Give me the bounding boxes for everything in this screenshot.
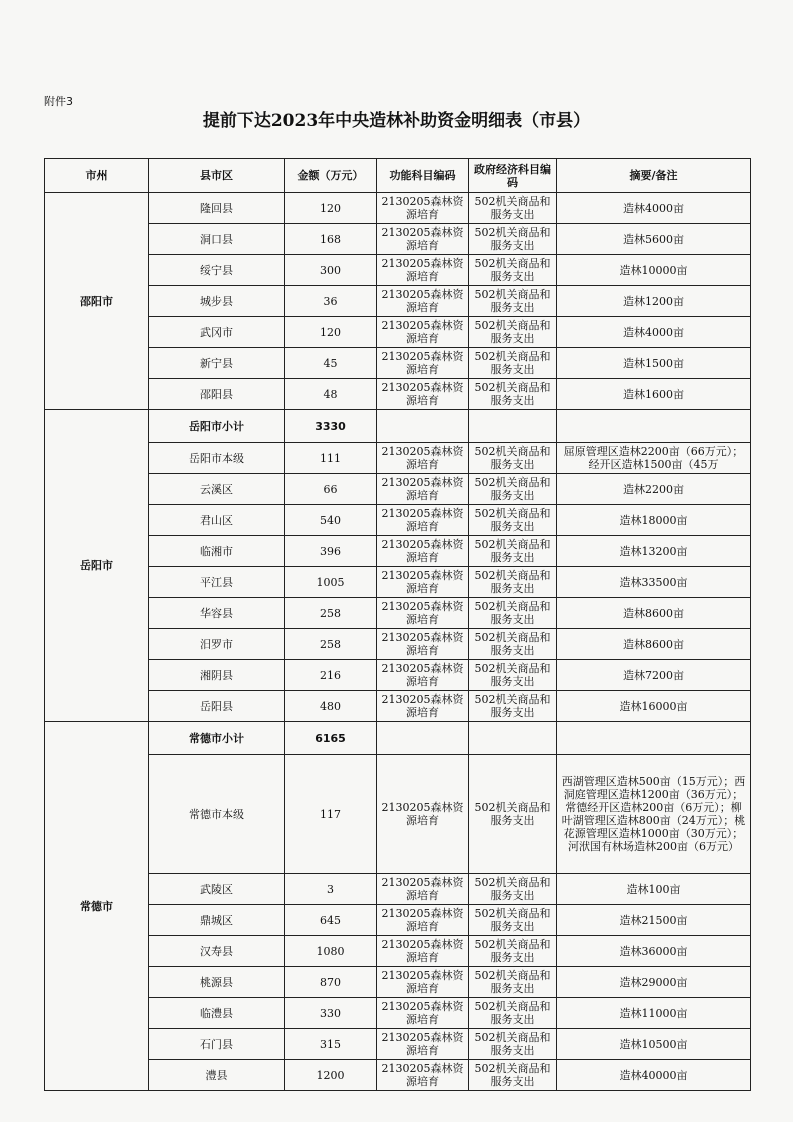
amount-cell: 111	[285, 443, 377, 474]
amount-cell: 480	[285, 691, 377, 722]
func-code-cell: 2130205森林资源培育	[377, 1029, 469, 1060]
func-code-cell: 2130205森林资源培育	[377, 443, 469, 474]
amount-cell: 315	[285, 1029, 377, 1060]
county-cell: 隆回县	[149, 193, 285, 224]
note-cell: 造林8600亩	[557, 629, 751, 660]
econ-code-cell: 502机关商品和服务支出	[469, 536, 557, 567]
econ-code-cell: 502机关商品和服务支出	[469, 874, 557, 905]
county-cell: 湘阴县	[149, 660, 285, 691]
econ-code-cell: 502机关商品和服务支出	[469, 905, 557, 936]
table-row	[45, 255, 751, 286]
econ-code-cell	[469, 722, 557, 755]
econ-code-cell: 502机关商品和服务支出	[469, 598, 557, 629]
econ-code-cell: 502机关商品和服务支出	[469, 286, 557, 317]
func-code-cell: 2130205森林资源培育	[377, 348, 469, 379]
func-code-cell: 2130205森林资源培育	[377, 193, 469, 224]
table-row	[45, 998, 751, 1029]
amount-cell: 258	[285, 598, 377, 629]
table-row	[45, 755, 751, 874]
table-row	[45, 505, 751, 536]
func-code-cell: 2130205森林资源培育	[377, 691, 469, 722]
note-cell: 造林1500亩	[557, 348, 751, 379]
func-code-cell: 2130205森林资源培育	[377, 936, 469, 967]
allocation-table	[44, 158, 751, 1091]
table-row	[45, 567, 751, 598]
note-cell: 造林7200亩	[557, 660, 751, 691]
note-cell: 造林4000亩	[557, 193, 751, 224]
note-cell: 造林29000亩	[557, 967, 751, 998]
amount-cell: 330	[285, 998, 377, 1029]
table-row	[45, 660, 751, 691]
county-cell: 云溪区	[149, 474, 285, 505]
county-cell: 桃源县	[149, 967, 285, 998]
county-cell: 岳阳市本级	[149, 443, 285, 474]
econ-code-cell: 502机关商品和服务支出	[469, 1029, 557, 1060]
func-code-cell: 2130205森林资源培育	[377, 629, 469, 660]
table-row	[45, 598, 751, 629]
note-cell: 造林13200亩	[557, 536, 751, 567]
func-code-cell: 2130205森林资源培育	[377, 567, 469, 598]
county-cell: 邵阳县	[149, 379, 285, 410]
county-cell: 澧县	[149, 1060, 285, 1091]
table-row	[45, 193, 751, 224]
header-econ-code: 政府经济科目编码	[469, 159, 557, 193]
table-row	[45, 317, 751, 348]
econ-code-cell: 502机关商品和服务支出	[469, 474, 557, 505]
county-cell: 君山区	[149, 505, 285, 536]
amount-cell: 1080	[285, 936, 377, 967]
econ-code-cell: 502机关商品和服务支出	[469, 1060, 557, 1091]
table-row	[45, 443, 751, 474]
header-amount: 金额（万元）	[285, 159, 377, 193]
amount-cell: 540	[285, 505, 377, 536]
note-cell: 屈原管理区造林2200亩（66万元）；经开区造林1500亩（45万	[557, 443, 751, 474]
amount-cell: 48	[285, 379, 377, 410]
amount-cell: 168	[285, 224, 377, 255]
table-row	[45, 905, 751, 936]
subtotal-row	[45, 410, 751, 443]
note-cell: 造林21500亩	[557, 905, 751, 936]
amount-cell: 66	[285, 474, 377, 505]
county-cell: 临湘市	[149, 536, 285, 567]
econ-code-cell: 502机关商品和服务支出	[469, 317, 557, 348]
note-cell: 造林40000亩	[557, 1060, 751, 1091]
county-cell: 汨罗市	[149, 629, 285, 660]
func-code-cell: 2130205森林资源培育	[377, 905, 469, 936]
city-cell: 邵阳市	[45, 193, 149, 410]
table-row	[45, 348, 751, 379]
table-row	[45, 224, 751, 255]
table-row	[45, 474, 751, 505]
econ-code-cell: 502机关商品和服务支出	[469, 443, 557, 474]
county-cell: 绥宁县	[149, 255, 285, 286]
county-cell: 洞口县	[149, 224, 285, 255]
table-row	[45, 874, 751, 905]
header-note: 摘要/备注	[557, 159, 751, 193]
amount-cell: 216	[285, 660, 377, 691]
func-code-cell: 2130205森林资源培育	[377, 967, 469, 998]
table-row	[45, 629, 751, 660]
note-cell: 造林8600亩	[557, 598, 751, 629]
table-row	[45, 967, 751, 998]
econ-code-cell: 502机关商品和服务支出	[469, 505, 557, 536]
econ-code-cell: 502机关商品和服务支出	[469, 629, 557, 660]
header-city: 市州	[45, 159, 149, 193]
func-code-cell: 2130205森林资源培育	[377, 536, 469, 567]
func-code-cell: 2130205森林资源培育	[377, 598, 469, 629]
city-cell: 岳阳市	[45, 410, 149, 722]
econ-code-cell: 502机关商品和服务支出	[469, 998, 557, 1029]
county-cell: 鼎城区	[149, 905, 285, 936]
note-cell: 造林36000亩	[557, 936, 751, 967]
amount-cell: 1005	[285, 567, 377, 598]
func-code-cell: 2130205森林资源培育	[377, 755, 469, 874]
func-code-cell: 2130205森林资源培育	[377, 474, 469, 505]
amount-cell: 645	[285, 905, 377, 936]
county-cell: 城步县	[149, 286, 285, 317]
econ-code-cell: 502机关商品和服务支出	[469, 193, 557, 224]
county-cell: 武冈市	[149, 317, 285, 348]
city-cell: 常德市	[45, 722, 149, 1091]
page-title: 提前下达2023年中央造林补助资金明细表（市县）	[202, 111, 591, 131]
econ-code-cell: 502机关商品和服务支出	[469, 348, 557, 379]
attachment-label: 附件3	[44, 95, 73, 108]
table-row	[45, 1029, 751, 1060]
table-row	[45, 286, 751, 317]
county-cell: 新宁县	[149, 348, 285, 379]
func-code-cell: 2130205森林资源培育	[377, 255, 469, 286]
note-cell: 造林18000亩	[557, 505, 751, 536]
amount-cell: 3	[285, 874, 377, 905]
amount-cell: 36	[285, 286, 377, 317]
note-cell	[557, 722, 751, 755]
econ-code-cell: 502机关商品和服务支出	[469, 567, 557, 598]
note-cell: 造林10500亩	[557, 1029, 751, 1060]
county-cell: 岳阳县	[149, 691, 285, 722]
note-cell: 造林1600亩	[557, 379, 751, 410]
econ-code-cell: 502机关商品和服务支出	[469, 755, 557, 874]
func-code-cell: 2130205森林资源培育	[377, 379, 469, 410]
econ-code-cell: 502机关商品和服务支出	[469, 967, 557, 998]
econ-code-cell: 502机关商品和服务支出	[469, 255, 557, 286]
econ-code-cell: 502机关商品和服务支出	[469, 224, 557, 255]
econ-code-cell: 502机关商品和服务支出	[469, 660, 557, 691]
county-cell: 汉寿县	[149, 936, 285, 967]
note-cell: 造林33500亩	[557, 567, 751, 598]
func-code-cell: 2130205森林资源培育	[377, 317, 469, 348]
func-code-cell: 2130205森林资源培育	[377, 874, 469, 905]
header-func-code: 功能科目编码	[377, 159, 469, 193]
subtotal-row	[45, 722, 751, 755]
table-row	[45, 936, 751, 967]
econ-code-cell: 502机关商品和服务支出	[469, 379, 557, 410]
note-cell: 造林16000亩	[557, 691, 751, 722]
note-cell: 造林10000亩	[557, 255, 751, 286]
subtotal-amount: 6165	[285, 722, 377, 755]
county-cell: 华容县	[149, 598, 285, 629]
func-code-cell: 2130205森林资源培育	[377, 1060, 469, 1091]
amount-cell: 1200	[285, 1060, 377, 1091]
table-header-row	[45, 159, 751, 193]
subtotal-label: 岳阳市小计	[149, 410, 285, 443]
amount-cell: 396	[285, 536, 377, 567]
amount-cell: 258	[285, 629, 377, 660]
note-cell: 造林4000亩	[557, 317, 751, 348]
func-code-cell: 2130205森林资源培育	[377, 224, 469, 255]
amount-cell: 117	[285, 755, 377, 874]
table-row	[45, 379, 751, 410]
amount-cell: 45	[285, 348, 377, 379]
func-code-cell: 2130205森林资源培育	[377, 998, 469, 1029]
table-row	[45, 1060, 751, 1091]
header-county: 县市区	[149, 159, 285, 193]
func-code-cell: 2130205森林资源培育	[377, 286, 469, 317]
note-cell: 造林1200亩	[557, 286, 751, 317]
county-cell: 临澧县	[149, 998, 285, 1029]
table-row	[45, 536, 751, 567]
econ-code-cell: 502机关商品和服务支出	[469, 936, 557, 967]
func-code-cell	[377, 722, 469, 755]
amount-cell: 120	[285, 317, 377, 348]
subtotal-label: 常德市小计	[149, 722, 285, 755]
func-code-cell: 2130205森林资源培育	[377, 505, 469, 536]
amount-cell: 120	[285, 193, 377, 224]
note-cell: 造林100亩	[557, 874, 751, 905]
func-code-cell	[377, 410, 469, 443]
note-cell: 造林11000亩	[557, 998, 751, 1029]
note-cell	[557, 410, 751, 443]
amount-cell: 300	[285, 255, 377, 286]
econ-code-cell	[469, 410, 557, 443]
county-cell: 石门县	[149, 1029, 285, 1060]
county-cell: 常德市本级	[149, 755, 285, 874]
county-cell: 平江县	[149, 567, 285, 598]
note-cell: 西湖管理区造林500亩（15万元）；西洞庭管理区造林1200亩（36万元）；常德经开区造林200亩（6万元）；柳叶湖管理区造林800亩（24万元）；桃花源管理区造林1000亩（30万元）；河洑国有林场造林200亩（6万元）	[557, 755, 751, 874]
econ-code-cell: 502机关商品和服务支出	[469, 691, 557, 722]
county-cell: 武陵区	[149, 874, 285, 905]
amount-cell: 870	[285, 967, 377, 998]
table-row	[45, 691, 751, 722]
func-code-cell: 2130205森林资源培育	[377, 660, 469, 691]
subtotal-amount: 3330	[285, 410, 377, 443]
note-cell: 造林2200亩	[557, 474, 751, 505]
note-cell: 造林5600亩	[557, 224, 751, 255]
